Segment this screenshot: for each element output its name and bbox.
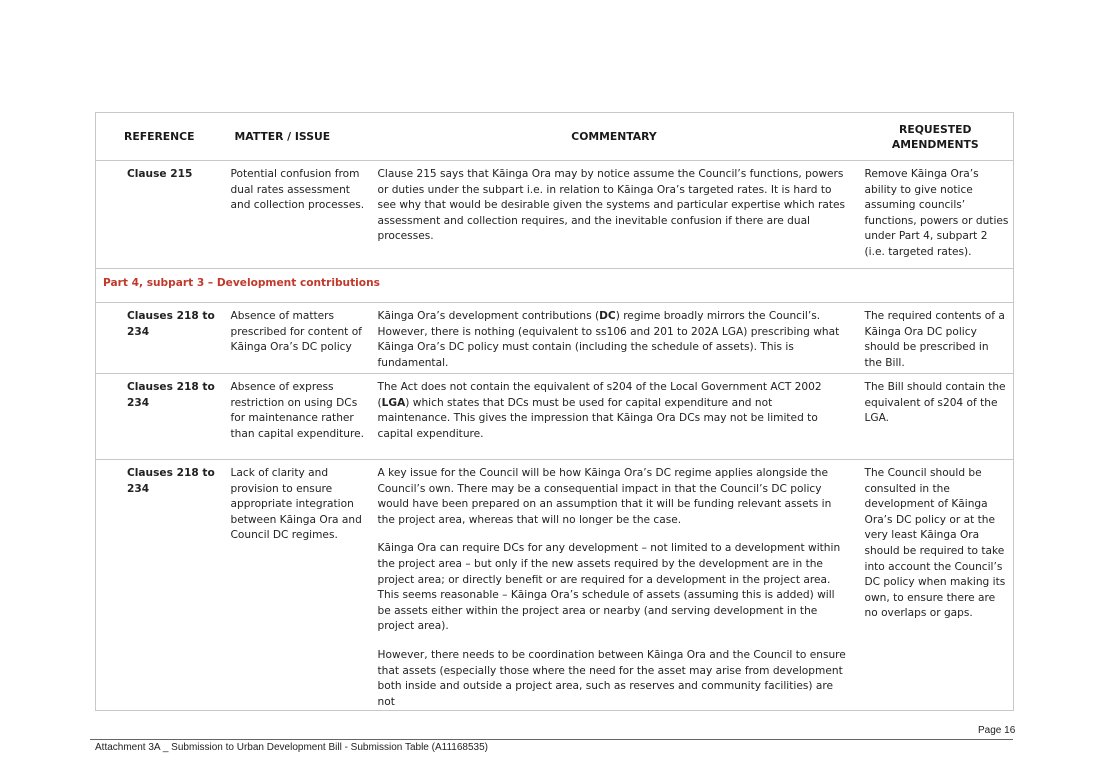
table-row [96, 161, 1014, 269]
section-heading: Part 4, subpart 3 – Development contributions [96, 269, 1014, 303]
commentary-paragraph: However, there needs to be coordination between Kāinga Ora and the Council to ensure that assets (especially those where the need for the asset may arise from development both inside and outside a project area, such as reserves and community facilities) are not [377, 648, 846, 708]
table-header-row [96, 113, 1014, 161]
row-commentary [371, 161, 858, 269]
header-requested-amendments: REQUESTED AMENDMENTS [891, 122, 979, 151]
row-requested-amendment: The required contents of a Kāinga Ora DC policy should be prescribed in the Bill. [858, 303, 1014, 374]
section-heading-row [96, 269, 1014, 303]
commentary-bold-term: DC [599, 310, 616, 322]
row-reference: Clauses 218 to 234 [96, 303, 223, 374]
footer-divider [90, 739, 1013, 740]
commentary-text: Kāinga Ora’s development contributions ( [377, 310, 600, 322]
commentary-paragraph: A key issue for the Council will be how Kāinga Ora’s DC regime applies alongside the Council’s own. There may be a consequential impact in that the Council’s DC policy would have been prepared on an assumption that it will be funding relevant assets in the project area, whereas that will no longer be the case. [377, 467, 832, 526]
header-commentary: COMMENTARY [571, 129, 657, 143]
row-matter: Lack of clarity and provision to ensure appropriate integration between Kāinga Ora and Council DC regimes. [223, 460, 371, 711]
header-matter-issue: MATTER / ISSUE [234, 129, 331, 143]
row-commentary [371, 303, 858, 374]
page-number: Page 16 [978, 725, 1016, 736]
row-requested-amendment: Remove Kāinga Ora’s ability to give notice assuming councils’ functions, powers or duties under Part 4, subpart 2 (i.e. targeted rates). [858, 161, 1014, 269]
table-row [96, 303, 1014, 374]
row-reference: Clause 215 [96, 161, 223, 269]
table-row [96, 460, 1014, 711]
commentary-paragraph: Clause 215 says that Kāinga Ora may by notice assume the Council’s functions, powers or duties under the subpart i.e. in relation to Kāinga Ora’s targeted rates. It is hard to see why that would be desirable given the systems and particular expertise which rates assessment and collection requires, and the inevitable confusion if there are dual processes. [377, 168, 846, 243]
row-commentary [371, 374, 858, 460]
row-requested-amendment: The Council should be consulted in the development of Kāinga Ora’s DC policy or at the very least Kāinga Ora should be required to take into account the Council’s DC policy when making its own, to ensure there are no overlaps or gaps. [858, 460, 1014, 711]
row-matter: Potential confusion from dual rates assessment and collection processes. [223, 161, 371, 269]
commentary-text: ) regime broadly mirrors the Council’s. However, there is nothing (equivalent to ss106 and 201 to 202A LGA) prescribing what Kāinga Ora’s DC policy must contain (including the schedule of assets). This is fundamental. [377, 310, 840, 369]
commentary-bold-term: LGA [381, 396, 406, 409]
row-requested-amendment: The Bill should contain the equivalent of s204 of the LGA. [858, 374, 1014, 460]
row-commentary [371, 460, 858, 711]
table-row [96, 374, 1014, 460]
row-matter: Absence of express restriction on using DCs for maintenance rather than capital expenditure. [223, 374, 371, 460]
row-matter: Absence of matters prescribed for content of Kāinga Ora’s DC policy [223, 303, 371, 374]
row-reference: Clauses 218 to 234 [96, 374, 223, 460]
commentary-text: ) which states that DCs must be used for capital expenditure and not maintenance. This gives the impression that Kāinga Ora DCs may not be limited to capital expenditure. [377, 396, 818, 440]
header-reference: REFERENCE [124, 129, 195, 143]
footer-attachment-title: Attachment 3A _ Submission to Urban Development Bill - Submission Table (A11168535) [95, 742, 488, 753]
submission-table [95, 112, 1014, 711]
commentary-text: The Act does not contain the equivalent of s204 of the Local Government ACT 2002 ( [377, 381, 822, 409]
commentary-paragraph: Kāinga Ora can require DCs for any development – not limited to a development within the project area – but only if the new assets required by the development are in the project area; or directly benefit or are required for a development in the project area. This seems reasonable – Kāinga Ora’s schedule of assets (assuming this is added) will be assets either within the project area or nearby (and serving development in the project area). [377, 542, 841, 633]
row-reference: Clauses 218 to 234 [96, 460, 223, 711]
